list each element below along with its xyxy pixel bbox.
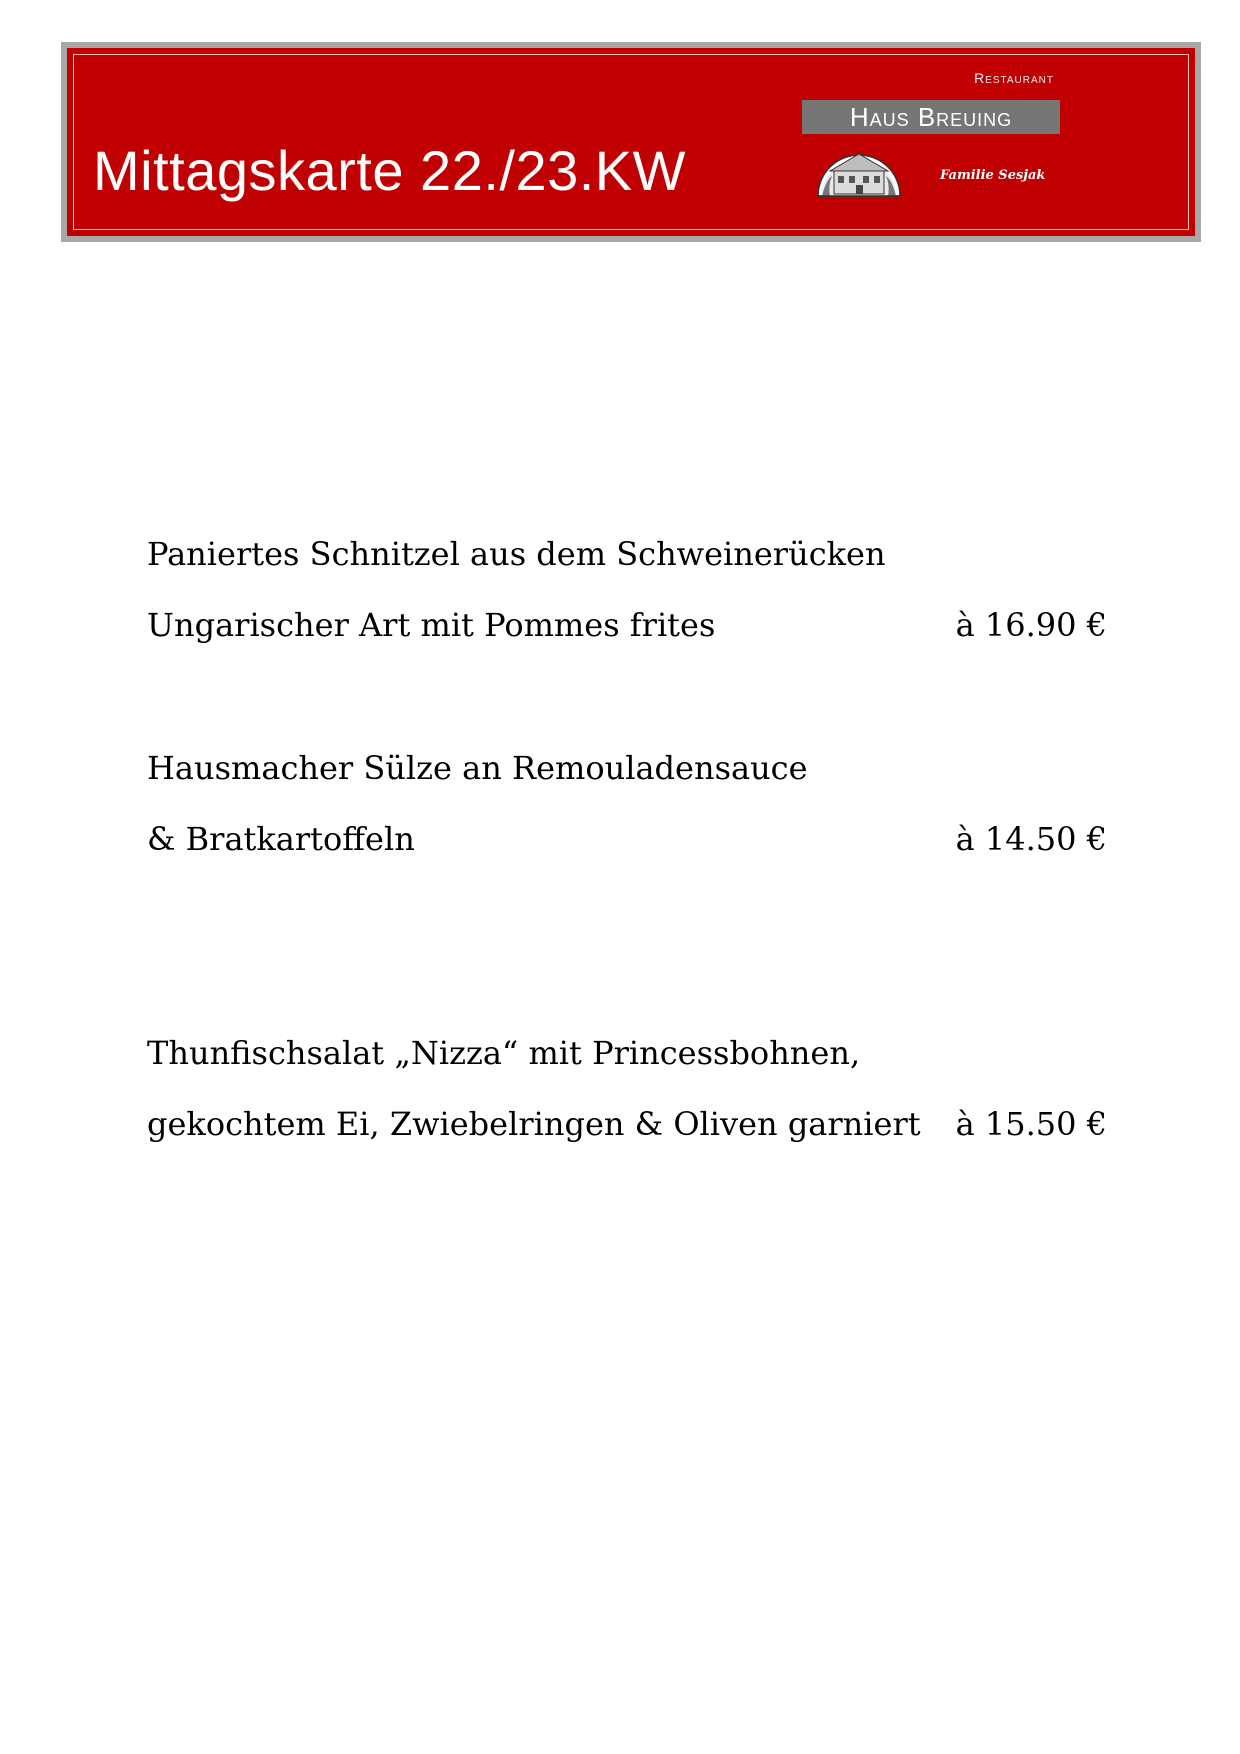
logo-name: Haus Breuing bbox=[802, 100, 1060, 134]
menu-item-line2: & Bratkartoffeln bbox=[147, 820, 415, 858]
menu-item-line2: gekochtem Ei, Zwiebelringen & Oliven garniert bbox=[147, 1105, 921, 1143]
menu-item-line2: Ungarischer Art mit Pommes frites bbox=[147, 606, 716, 644]
menu-item-price: à 16.90 € bbox=[955, 606, 1107, 644]
header-banner bbox=[61, 42, 1201, 242]
page-title: Mittagskarte 22./23.KW bbox=[93, 139, 687, 202]
restaurant-logo bbox=[802, 60, 1062, 210]
house-emblem-icon bbox=[816, 140, 902, 198]
menu-item-price: à 14.50 € bbox=[955, 820, 1107, 858]
banner-background bbox=[67, 48, 1195, 236]
logo-family-signature: Familie Sesjak bbox=[940, 168, 1046, 183]
menu-item-line1: Thunfischsalat „Nizza“ mit Princessbohnen, bbox=[147, 1034, 861, 1072]
logo-restaurant-label: Restaurant bbox=[974, 70, 1054, 86]
menu-item-line1: Hausmacher Sülze an Remouladensauce bbox=[147, 749, 808, 787]
menu-item-price: à 15.50 € bbox=[955, 1105, 1107, 1143]
menu-item-line1: Paniertes Schnitzel aus dem Schweinerücken bbox=[147, 535, 886, 573]
